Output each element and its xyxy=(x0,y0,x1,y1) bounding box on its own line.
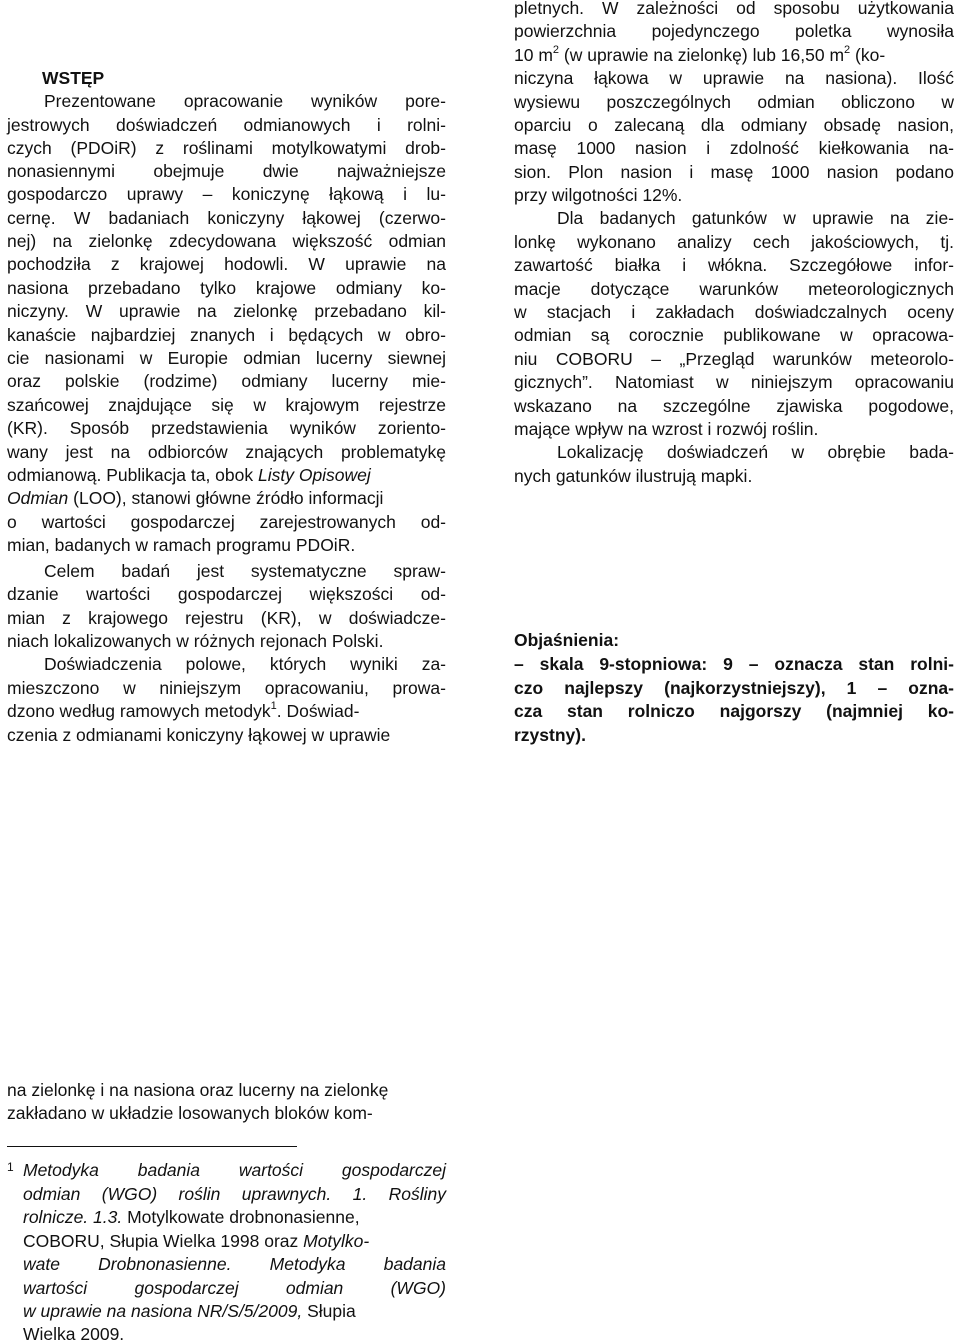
footnote-line: odmian (WGO) roślin uprawnych. 1. Rośliny xyxy=(23,1184,446,1204)
text-line: wskazano na szczególne zjawiska pogodowe, xyxy=(514,396,954,416)
text-line: Prezentowane opracowanie wyników pore- xyxy=(44,91,446,111)
text-line xyxy=(7,467,446,485)
text-line: niczyny. W uprawie na zielonkę przebadano kil- xyxy=(7,301,446,321)
text-line: lonkę wykonano analizy cech jakościowych, tj. xyxy=(514,232,954,252)
text-line: szańcowej znajdujące się w krajowym rejestrze xyxy=(7,395,446,415)
text-line xyxy=(7,700,446,721)
text-line: na zielonkę i na nasiona oraz lucerny na zielonkę xyxy=(7,1080,389,1100)
text-line: o wartości gospodarczej zarejestrowanych od- xyxy=(7,512,446,532)
text-line: w stacjach i zakładach doświadczalnych oceny xyxy=(514,302,954,322)
text-line: jestrowych doświadczeń odmianowych i rolni- xyxy=(7,115,446,135)
text-line: nych gatunków ilustrują mapki. xyxy=(514,466,753,486)
text-span: Motylkowate drobnonasienne, xyxy=(122,1207,360,1227)
footnote-separator xyxy=(7,1146,297,1147)
footnote-line xyxy=(23,1233,446,1251)
superscript: 2 xyxy=(844,44,851,57)
superscript: 2 xyxy=(552,44,560,57)
text-line: powierzchnia pojedynczego poletka wynosiła xyxy=(514,21,954,41)
text-line: Dla badanych gatunków w uprawie na zie- xyxy=(557,208,954,228)
text-span: (LOO), stanowi główne źródło informacji xyxy=(68,488,384,508)
italic-span: w uprawie na nasiona NR/S/5/2009, xyxy=(23,1301,303,1321)
explanations-heading: Objaśnienia: xyxy=(514,630,620,650)
text-line: mieszczono w niniejszym opracowaniu, prowa- xyxy=(7,678,446,698)
text-line: Celem badań jest systematyczne spraw- xyxy=(44,561,446,581)
text-line: wysiewu poszczególnych odmian obliczono w xyxy=(514,92,954,112)
text-line: macje dotyczące warunków meteorologicznych xyxy=(514,279,954,299)
text-line: czenia z odmianami koniczyny łąkowej w uprawie xyxy=(7,725,391,745)
footnote-line: Wielka 2009. xyxy=(23,1324,125,1344)
footnote-marker: 1 xyxy=(7,1160,14,1174)
text-line: mian, badanych w ramach programu PDOiR. xyxy=(7,535,356,555)
text-line: gospodarczo uprawy – koniczynę łąkową i lu- xyxy=(7,184,446,204)
text-line: Doświadczenia polowe, których wyniki za- xyxy=(44,654,446,674)
text-line: niach lokalizowanych w różnych rejonach Polski. xyxy=(7,631,384,651)
text-line: zakładano w układzie losowanych bloków kom- xyxy=(7,1103,373,1123)
text-line: cernę. W badaniach koniczyny łąkowej (czerwo- xyxy=(7,208,446,228)
footnote-line xyxy=(23,1209,446,1227)
text-line: sion. Plon nasion i masę 1000 nasion podano xyxy=(514,162,954,182)
text-line: nonasiennymi obejmuje dwie najważniejsze xyxy=(7,161,446,181)
text-line: masę 1000 nasion i zdolność kiełkowania na- xyxy=(514,138,954,158)
italic-span: Motylko- xyxy=(303,1231,370,1251)
text-line: cie nasionami w Europie odmian lucerny siewnej xyxy=(7,348,446,368)
text-line: oraz polskie (rodzime) odmiany lucerny mie- xyxy=(7,371,446,391)
text-span: (ko- xyxy=(850,45,886,65)
footnote-line: Metodyka badania wartości gospodarczej xyxy=(23,1160,446,1180)
explanation-line: cza stan rolniczo najgorszy (najmniej ko- xyxy=(514,701,954,721)
text-line: nej) na zielonkę zdecydowana większość odmian xyxy=(7,231,446,251)
italic-span: rolnicze. 1.3. xyxy=(23,1207,123,1227)
italic-title: Odmian xyxy=(7,488,69,508)
text-span: 10 m xyxy=(514,45,553,65)
text-line xyxy=(514,44,954,65)
text-line: czych (PDOiR) z roślinami motylkowatymi drob- xyxy=(7,138,446,158)
text-line: Lokalizację doświadczeń w obrębie bada- xyxy=(557,442,954,462)
text-line: nasiona przebadano tylko krajowe odmiany ko- xyxy=(7,278,446,298)
text-span: Słupia xyxy=(302,1301,356,1321)
footnote-line: wate Drobnonasienne. Metodyka badania xyxy=(23,1254,446,1274)
text-line xyxy=(7,490,446,508)
text-span: dzono według ramowych metodyk xyxy=(7,701,271,721)
text-line: pletnych. W zależności od sposobu użytkowania xyxy=(514,0,954,18)
text-line: przy wilgotności 12%. xyxy=(514,185,683,205)
explanation-line: czo najlepszy (najkorzystniejszy), 1 – ozna- xyxy=(514,678,954,698)
text-line: pochodziła z krajowej hodowli. W uprawie na xyxy=(7,254,446,274)
footnote-line xyxy=(23,1303,446,1321)
text-span: COBORU, Słupia Wielka 1998 oraz xyxy=(23,1231,304,1251)
text-line: mające wpływ na wzrost i rozwój roślin. xyxy=(514,419,819,439)
text-line: niu COBORU – „Przegląd warunków meteorolo- xyxy=(514,349,954,369)
text-line: kanaście najbardziej znanych i będących w obro- xyxy=(7,325,446,345)
text-line: oparciu o zalecaną dla odmiany obsadę nasion, xyxy=(514,115,954,135)
italic-title: Listy Opisowej xyxy=(257,465,371,485)
text-line: (KR). Sposób przedstawienia wyników zoriento- xyxy=(7,418,446,438)
text-line: odmian są corocznie publikowane w opracowa- xyxy=(514,325,954,345)
explanation-line: – skala 9-stopniowa: 9 – oznacza stan rolni- xyxy=(514,654,954,674)
text-line: zawartość białka i włókna. Szczegółowe infor- xyxy=(514,255,954,275)
text-line: mian z krajowego rejestru (KR), w doświadcze- xyxy=(7,608,446,628)
footnote-line: wartości gospodarczej odmian (WGO) xyxy=(23,1278,446,1298)
text-span: . Doświad- xyxy=(276,701,360,721)
text-span: odmianową. Publikacja ta, obok xyxy=(7,465,258,485)
text-line: wany jest na odbiorców znających problematykę xyxy=(7,442,446,462)
explanation-line: rzystny). xyxy=(514,725,586,745)
footnote-ref: 1 xyxy=(270,700,277,713)
text-span: (w uprawie na zielonkę) lub 16,50 m xyxy=(559,45,845,65)
text-line: dzanie wartości gospodarczej większości od- xyxy=(7,584,446,604)
text-line: niczyna łąkowa w uprawie na nasiona). Ilość xyxy=(514,68,954,88)
text-line: gicznych”. Natomiast w niniejszym opracowaniu xyxy=(514,372,954,392)
heading-wstep: WSTĘP xyxy=(42,68,105,88)
